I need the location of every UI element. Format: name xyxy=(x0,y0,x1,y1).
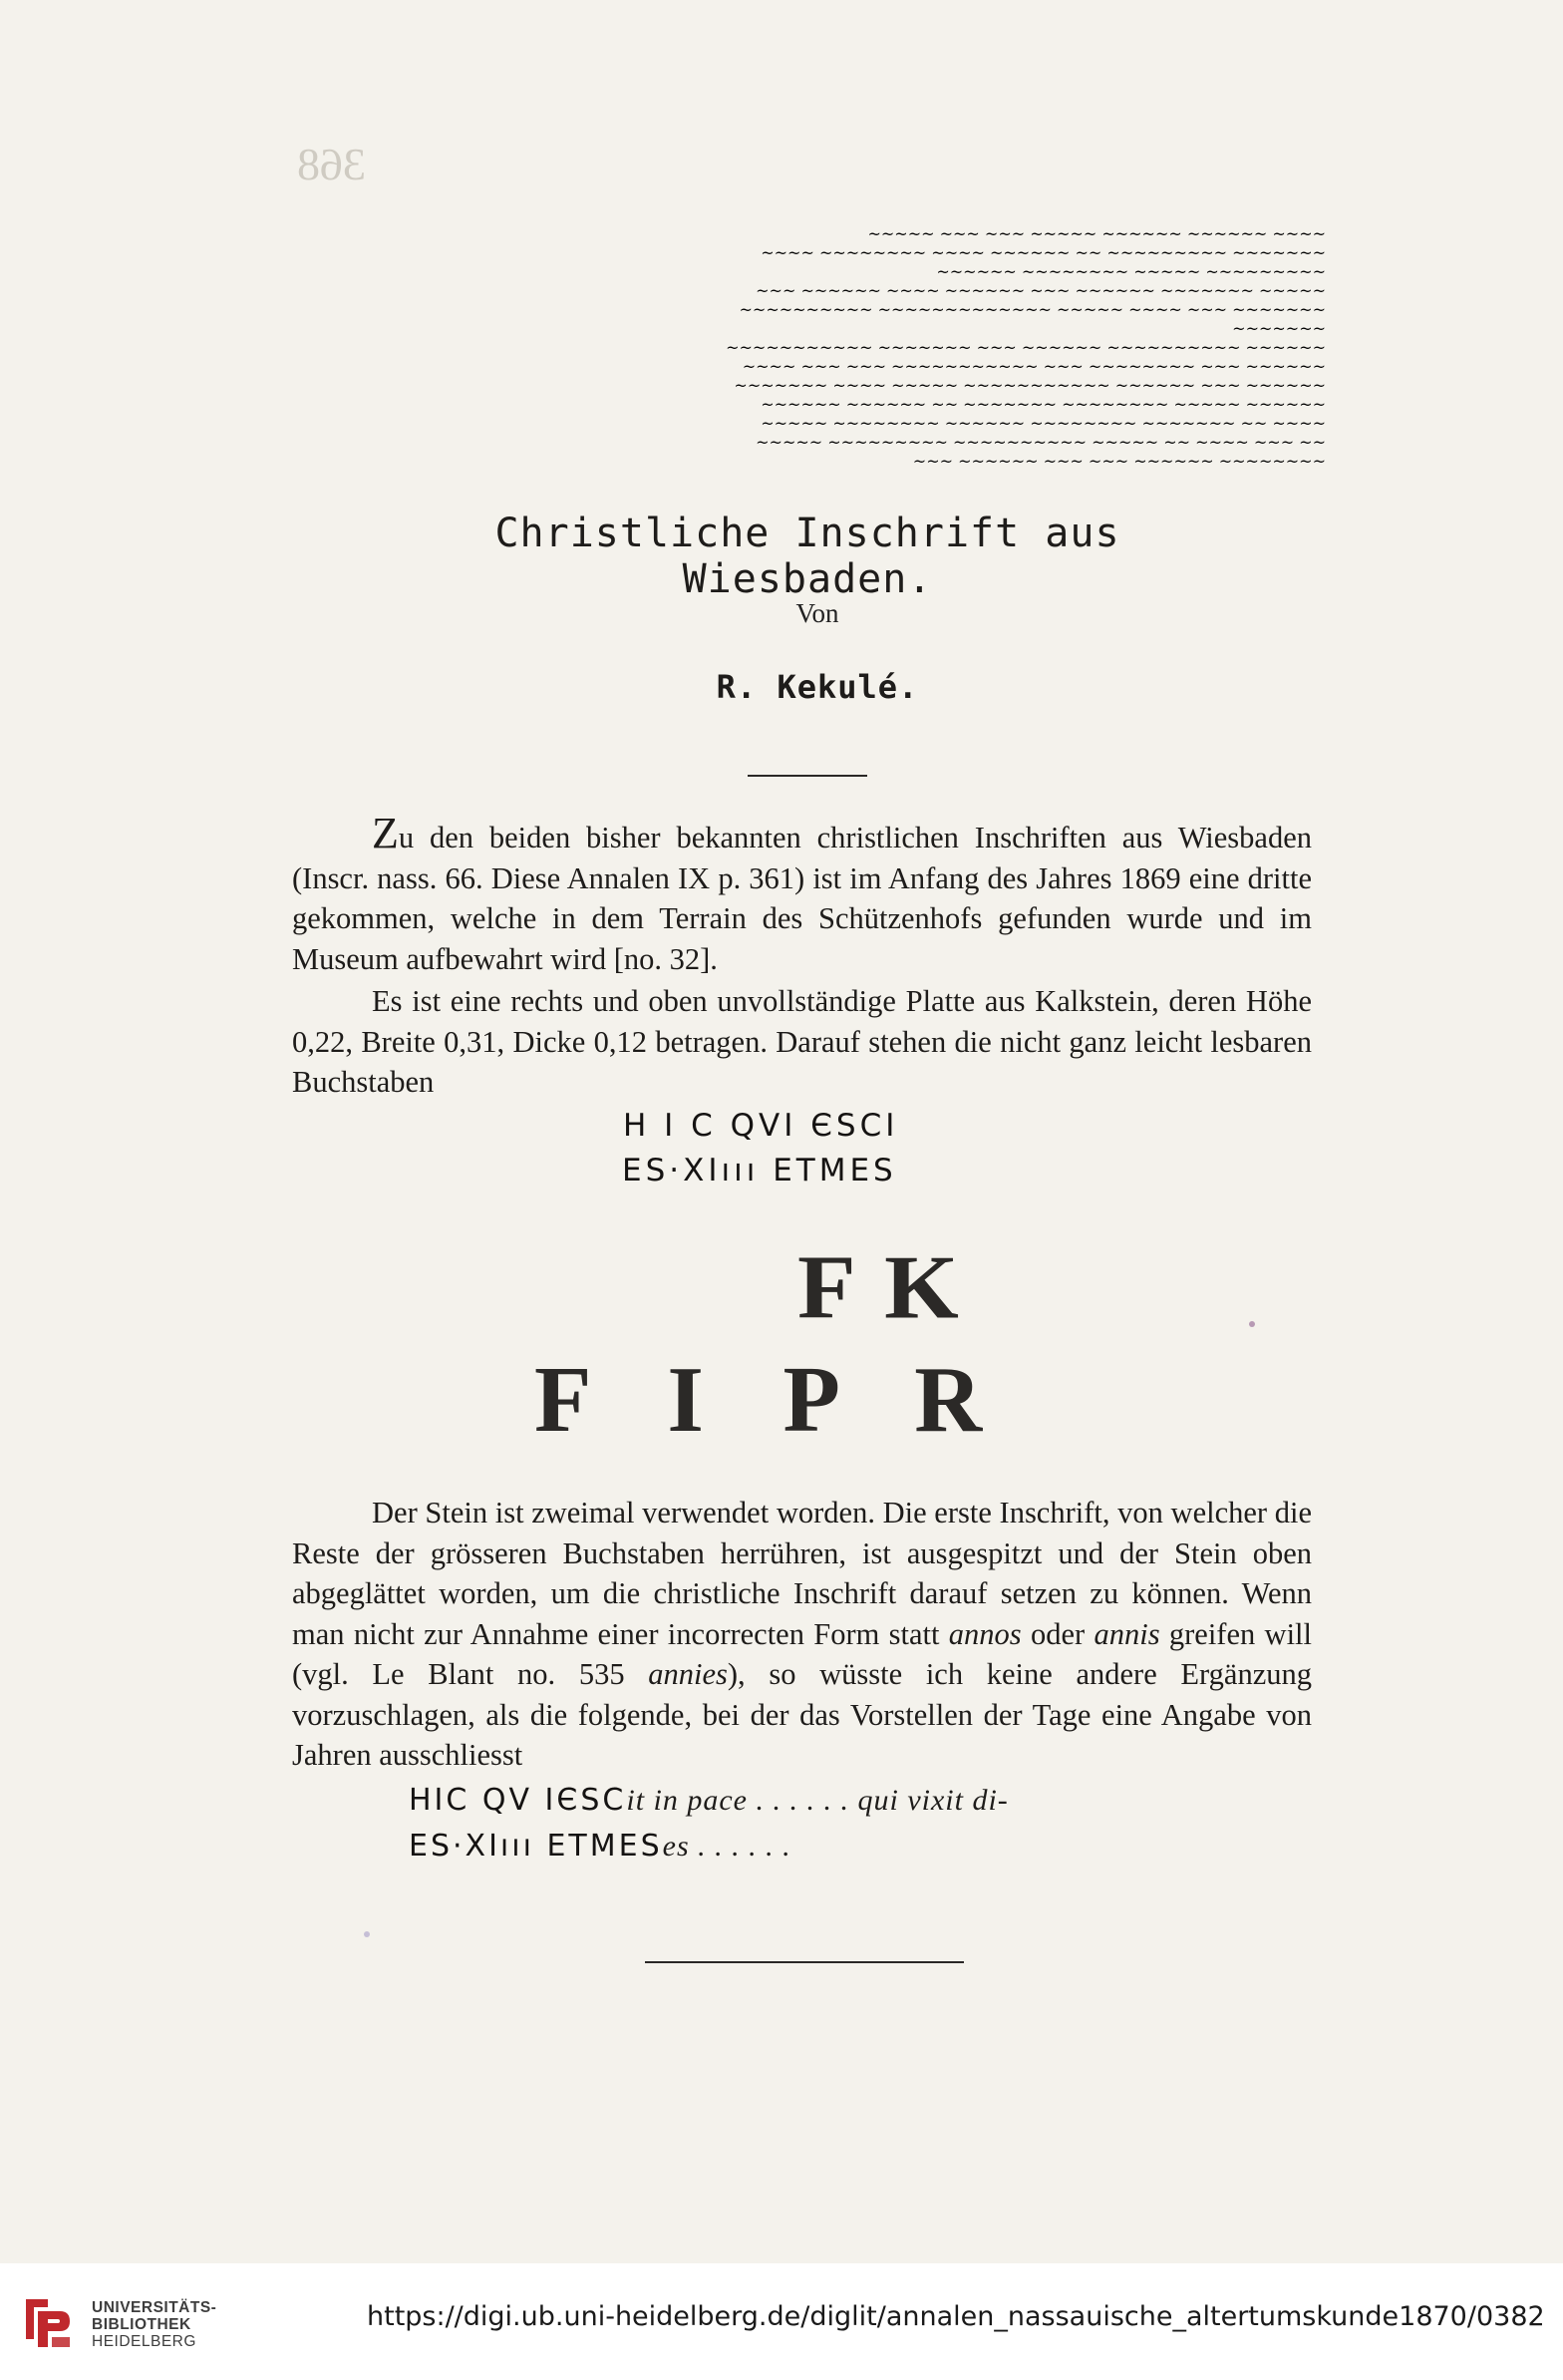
paragraph-3-part-1: Der Stein ist zweimal verwendet worden. Die erste Inschrift, von welcher die Reste der grösseren Buchstaben herrühren, ist ausgespitzt und der Stein oben abgeglättet worden, um die christliche Inschrift darauf setzen zu können. Wenn man nicht zur Annahme einer incorrecten Form statt xyxy=(292,1496,1312,1651)
library-name-line-3: HEIDELBERG xyxy=(92,2333,196,2350)
inscription-line-2: ES·XIııı ETMES xyxy=(622,1153,897,1189)
word-oder: oder xyxy=(1021,1616,1094,1651)
word-annis: annis xyxy=(1094,1616,1160,1651)
library-name-line-2: BIBLIOTHEK xyxy=(92,2316,191,2333)
paragraph-3-part-3: ), so wüsste ich keine andere Ergänzung vorzuschlagen, als die folgende, bei der das Vorstellen der Tage eine Angabe von Jahren ausschliesst xyxy=(292,1657,1312,1772)
paragraph-1-text: u den beiden bisher bekannten christlichen Inschriften aus Wiesbaden (Inscr. nass. 66. Diese Annalen IX p. 361) ist im Anfang des Jahres 1869 eine dritte gekommen, welche in dem Terrain des Schützenhofs gefunden wurde und im Museum aufbewahrt wird [no. 32]. xyxy=(292,821,1312,976)
show-through-page-number: 368 xyxy=(297,139,366,189)
article-title: Christliche Inschrift aus Wiesbaden. xyxy=(494,510,1120,602)
paragraph-2-text: Es ist eine rechts und oben unvollständige Platte aus Kalkstein, deren Höhe 0,22, Breite 0,31, Dicke 0,12 betragen. Darauf stehen die nicht ganz leicht lesbaren Buchstaben xyxy=(292,984,1312,1099)
large-letters-fipr: F I P R xyxy=(534,1348,1011,1452)
paragraph-2 xyxy=(292,981,1312,1103)
initial-letter: Z xyxy=(372,809,399,857)
restoration-line-1 xyxy=(409,1783,1009,1818)
paragraph-1 xyxy=(292,809,1312,979)
large-letters-fk: F K xyxy=(797,1235,963,1338)
library-name xyxy=(92,2299,216,2350)
ink-speck xyxy=(364,1931,370,1937)
restoration-line-1-italic: it in pace . . . . . . qui vixit di- xyxy=(626,1784,1009,1817)
byline-von: Von xyxy=(795,598,839,628)
word-annos: annos xyxy=(948,1616,1022,1651)
permalink-url[interactable]: https://digi.ub.uni-heidelberg.de/diglit/annalen_nassauische_altertumskunde1870/0382 xyxy=(367,2301,1545,2332)
inscription-line-1: H I C QVI ЄSCI xyxy=(623,1108,899,1144)
restoration-line-2-italic: es . . . . . . xyxy=(662,1830,791,1863)
footer-bar xyxy=(0,2263,1563,2380)
ink-speck xyxy=(1249,1321,1255,1327)
library-name-line-1: UNIVERSITÄTS- xyxy=(92,2299,217,2316)
author-name: R. Kekulé. xyxy=(716,668,919,706)
library-logo-icon xyxy=(18,2293,78,2353)
restoration-line-2-caps: ES·XIııı ETMES xyxy=(409,1829,663,1864)
show-through-text: ~~~~~ ~~~ ~~~ ~~~~~ ~~~~~~ ~~~~~~ ~~~~ ~~~~ ~~~~~~~~ ~~~~ ~~~~~~ ~~ ~~~~~~~~~ ~~~~~~~ ~~~~~~ ~~~~~~~~ ~~~~~ ~~~~~~~~~ ~~~ ~~~~~~ ~~~~ ~~~~~~ ~~~ ~~~~~~ ~~~~~~~ ~~~~~ ~~~~~~~~~~ ~~~~~~~~~~~~~ ~~~~~ ~~~~ ~~~ ~~~~~~~ ~~~~~~~ ~~~~~~~~~~~ ~~~~~~~ ~~~ ~~~~~~ ~~~~~~~~~~ ~~~~~~ ~~~~ ~~~ ~~~ ~~~~~~~~~~~ ~~~ ~~~~~~~~ ~~~ ~~~~~~ ~~~~~~~ ~~~~ ~~~~~ ~~~~~~~~~~~ ~~~~~~ ~~~ ~~~~~~ ~~~~~~ ~~~~~~ ~~ ~~~~~~~ ~~~~~~~~ ~~~~~ ~~~~~~ ~~~~~ ~~~~~~~~ ~~~~~~ ~~~~~~~~ ~~~~~~~ ~~ ~~~~ ~~~~~ ~~~~~~~~~ ~~~~~~~~~~ ~~~~~ ~~ ~~~~ ~~~ ~~ ~~~ ~~~~~~ ~~~ ~~~ ~~~~~~ ~~~~~~~~ xyxy=(726,224,1326,471)
restoration-line-2 xyxy=(409,1829,791,1864)
end-divider xyxy=(645,1961,964,1963)
paragraph-3-part-2: greifen will (vgl. Le Blant no. 535 xyxy=(292,1616,1312,1691)
title-divider xyxy=(748,775,867,777)
restoration-line-1-caps: HIC QV IЄSC xyxy=(409,1783,627,1818)
word-annies: annies xyxy=(648,1657,728,1691)
paragraph-3 xyxy=(292,1493,1312,1776)
